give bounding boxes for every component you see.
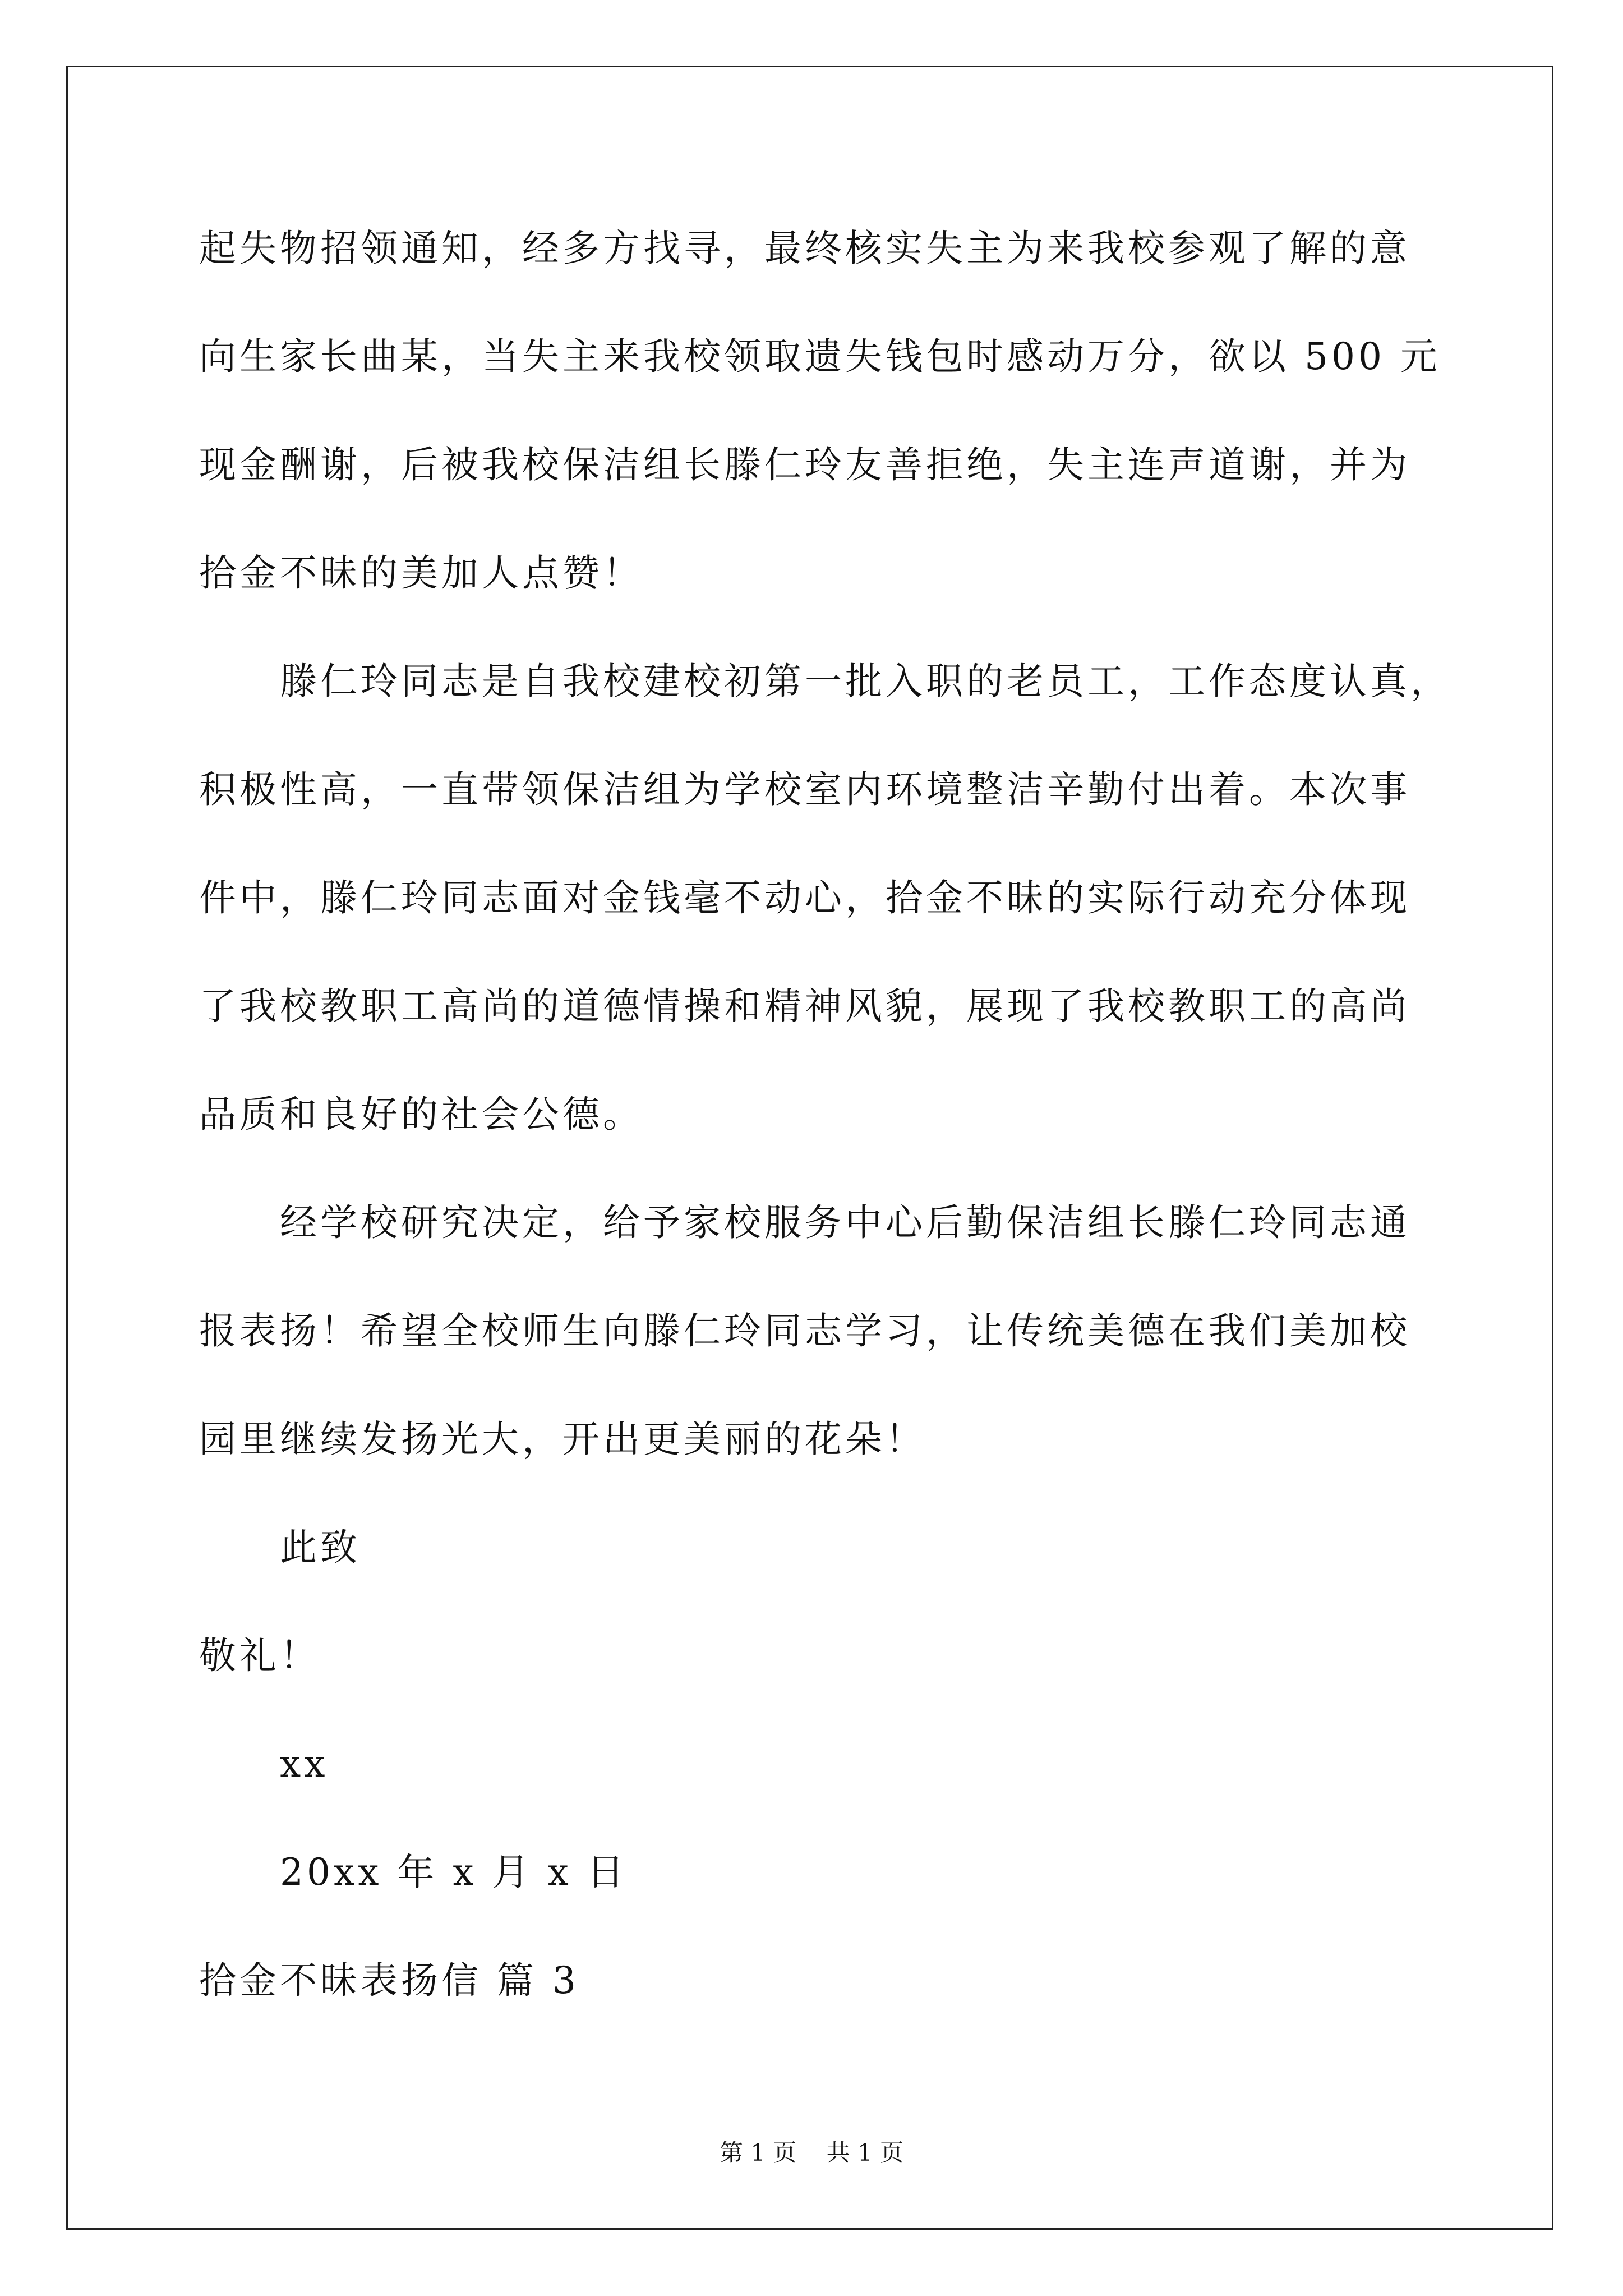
paragraph-line: 积极性高，一直带领保洁组为学校室内环境整洁辛勤付出着。本次事 <box>199 768 1410 811</box>
section-heading: 拾金不昧表扬信 篇 3 <box>199 1959 579 2002</box>
paragraph-line: 件中，滕仁玲同志面对金钱毫不动心，拾金不昧的实际行动充分体现 <box>199 876 1410 919</box>
paragraph-line: 经学校研究决定，给予家校服务中心后勤保洁组长滕仁玲同志通 <box>280 1201 1410 1244</box>
paragraph-line: 了我校教职工高尚的道德情操和精神风貌，展现了我校教职工的高尚 <box>199 984 1410 1028</box>
closing-salutation: 此致 <box>280 1526 361 1569</box>
paragraph-line: 起失物招领通知，经多方找寻，最终核实失主为来我校参观了解的意 <box>199 227 1410 270</box>
page-number-footer: 第 1 页 共 1 页 <box>719 2139 904 2166</box>
paragraph-line: 报表扬！希望全校师生向滕仁玲同志学习，让传统美德在我们美加校 <box>199 1309 1410 1352</box>
closing-regards: 敬礼！ <box>199 1634 320 1677</box>
date-line: 20xx 年 x 月 x 日 <box>280 1851 628 1894</box>
paragraph-line: 现金酬谢，后被我校保洁组长滕仁玲友善拒绝，失主连声道谢，并为 <box>199 443 1410 486</box>
paragraph-line: 园里继续发扬光大，开出更美丽的花朵！ <box>199 1418 926 1461</box>
paragraph-line: 拾金不昧的美加人点赞！ <box>199 551 643 595</box>
document-body <box>199 194 1455 2035</box>
signature: xx <box>280 1742 329 1786</box>
paragraph-line: 品质和良好的社会公德。 <box>199 1093 643 1136</box>
paragraph-line: 向生家长曲某，当失主来我校领取遗失钱包时感动万分，欲以 500 元 <box>199 335 1441 378</box>
paragraph-line: 滕仁玲同志是自我校建校初第一批入职的老员工，工作态度认真， <box>280 660 1451 703</box>
